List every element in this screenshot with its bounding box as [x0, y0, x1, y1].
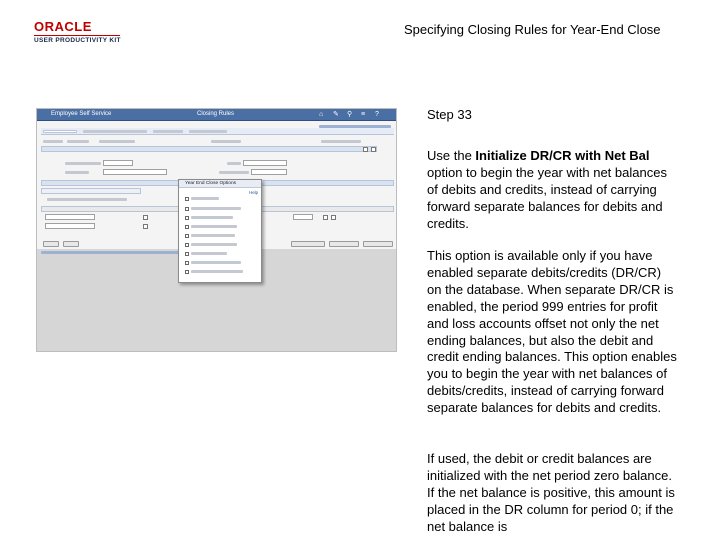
- instruction-paragraph-2: This option is available only if you have enabled separate debits/credits (DR/CR) on the database. When separate DR/CR is enabled, the period 999 entries for profit and loss accounts offset not only the net ending balances, but also the debit and credit ending balances. This option enables you to begin the year with net balances of debits/credits, instead of carrying forward separate balances for debits and credits.: [427, 248, 677, 416]
- search-icon: ⚲: [347, 111, 353, 118]
- header-links: [319, 125, 391, 128]
- dialog-option-label: [191, 207, 241, 210]
- dialog-checkbox: [185, 207, 189, 211]
- description-label: [65, 171, 89, 174]
- application-screenshot: [36, 108, 397, 352]
- window-title-bar: [37, 109, 397, 121]
- menu-icon: ≡: [361, 111, 366, 118]
- dialog-option-label: [191, 216, 233, 219]
- status-select: [243, 160, 287, 166]
- step-number: Step 33: [427, 107, 472, 122]
- grid-row-icon: [331, 215, 336, 220]
- dialog-option-label: [191, 225, 237, 228]
- page-title: Specifying Closing Rules for Year-End Close: [404, 22, 661, 37]
- window-left-label: Employee Self Service: [51, 111, 112, 117]
- add-button: [291, 241, 325, 247]
- closing-type-label: [211, 140, 241, 143]
- grid-row-field: [293, 214, 313, 220]
- help-icon: ?: [375, 111, 379, 118]
- save-button: [43, 241, 59, 247]
- status-label: [227, 162, 241, 165]
- closing-rule-name: [321, 140, 361, 143]
- effective-date-label: [65, 162, 101, 165]
- dialog-checkbox: [185, 197, 189, 201]
- grid-row-icon: [323, 215, 328, 220]
- nav-icon: [363, 147, 368, 152]
- grid-row-checkbox: [143, 215, 148, 220]
- effective-date-band: [41, 146, 377, 152]
- notify-button: [63, 241, 79, 247]
- setid-value: [67, 140, 89, 143]
- logo-subtitle: USER PRODUCTIVITY KIT: [34, 37, 121, 44]
- dialog-checkbox: [185, 261, 189, 265]
- instruction-text: option to begin the year with net balances of debits and credits, instead of carrying forward separate balances for debits and credits.: [427, 164, 667, 231]
- dialog-checkbox: [185, 225, 189, 229]
- retained-earnings-label: [47, 198, 127, 201]
- correct-history-button: [363, 241, 393, 247]
- instruction-text: Use the: [427, 148, 476, 163]
- dialog-checkbox: [185, 216, 189, 220]
- dialog-help-link: Help: [249, 190, 258, 195]
- instruction-paragraph-1: [427, 148, 677, 233]
- update-button: [329, 241, 359, 247]
- tab-account-options: [189, 130, 227, 133]
- instruction-paragraph-3: If used, the debit or credit balances are initialized with the net period zero balance. If the net balance is positive, this amount is placed in the DR column for period 0; if the net balance is: [427, 451, 675, 534]
- option-name: Initialize DR/CR with Net Bal: [475, 148, 650, 163]
- description-field: [103, 169, 167, 175]
- dialog-checkbox: [185, 270, 189, 274]
- bottom-links: [41, 251, 181, 254]
- window-title: Closing Rules: [197, 111, 235, 117]
- dialog-option-label: [191, 243, 237, 246]
- ledger-template-field: [251, 169, 287, 175]
- setid-label: [43, 140, 63, 143]
- logo-brand: ORACLE: [34, 19, 92, 34]
- nav-icon: [371, 147, 376, 152]
- worklist-icon: ✎: [333, 111, 339, 118]
- closing-rule-label: [99, 140, 135, 143]
- dialog-option-label: [191, 270, 243, 273]
- tab-journal-options: [153, 130, 183, 133]
- dialog-option-label: [191, 234, 235, 237]
- grid-row-field: [45, 214, 95, 220]
- home-icon: ⌂: [319, 111, 324, 118]
- balance-options-band: [41, 188, 141, 194]
- grid-row-checkbox: [143, 224, 148, 229]
- dialog-option-label: [191, 261, 241, 264]
- dialog-checkbox: [185, 252, 189, 256]
- dialog-title: Year End Close Options: [179, 180, 261, 188]
- grid-row-field: [45, 223, 95, 229]
- ledger-template-label: [219, 171, 249, 174]
- year-end-close-options-dialog: [178, 179, 262, 283]
- dialog-checkbox: [185, 234, 189, 238]
- tab-closing-options: [43, 130, 77, 133]
- oracle-upk-logo: [34, 20, 124, 48]
- dialog-option-label: [191, 197, 219, 200]
- dialog-checkbox: [185, 243, 189, 247]
- tab-retained-earnings: [83, 130, 147, 133]
- dialog-option-label: [191, 252, 227, 255]
- effective-date-field: [103, 160, 133, 166]
- logo-rule: [34, 35, 120, 36]
